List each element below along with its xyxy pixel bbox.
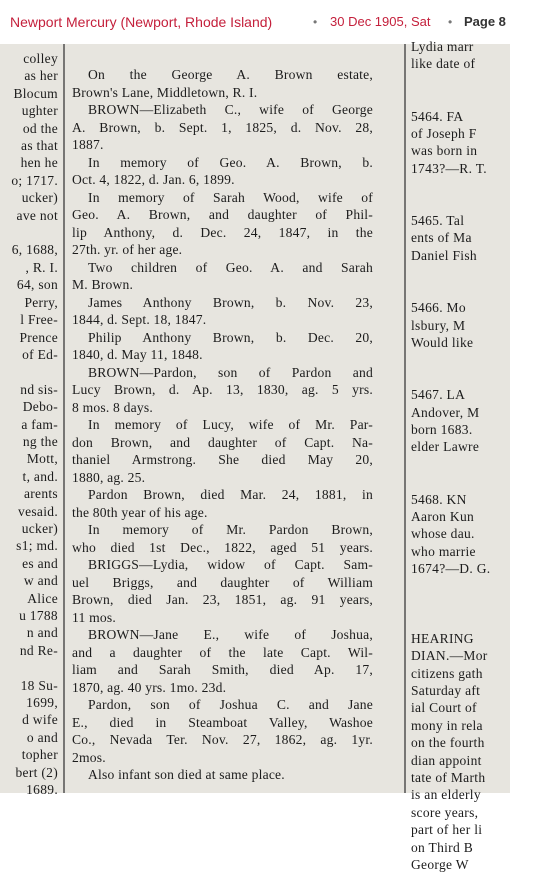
article-text-line: Lucy Brown, d. Ap. 13, 1830, ag. 5 yrs. <box>72 382 373 397</box>
article-text-line: Oct. 4, 1822, d. Jan. 6, 1899. <box>72 172 235 187</box>
left-column-text-line: es and <box>22 555 58 571</box>
article-text-line: 11 mos. <box>72 609 116 625</box>
page-number: Page 8 <box>464 14 506 29</box>
article-text-line: 2mos. <box>72 749 106 765</box>
article-text-line: A. Brown, b. Sept. 1, 1825, d. Nov. 28, <box>72 119 373 135</box>
left-column-text-line: vesaid. <box>18 503 58 519</box>
article-text-line: don Brown, and daughter of Capt. Na- <box>72 434 373 450</box>
left-column-text-line: as that <box>21 138 58 154</box>
publication-date: 30 Dec 1905, Sat <box>330 14 431 29</box>
right-column-text-line: ial Court of <box>411 700 477 716</box>
right-column-text-line: lsbury, M <box>411 317 466 333</box>
article-text-line: the 80th year of his age. <box>72 504 208 520</box>
right-column-text-line <box>411 264 551 281</box>
article-text-line: 1880, ag. 25. <box>72 469 146 485</box>
left-column-text-line: bert (2) <box>15 764 58 780</box>
left-column-text-line: 1699, <box>26 695 58 711</box>
article-text-line: In memory of Geo. A. Brown, b. <box>88 154 373 170</box>
left-column-text-line: Prence <box>19 329 58 345</box>
left-column-text-line: Mott, <box>26 451 58 467</box>
right-column-text-line <box>411 282 551 299</box>
right-column-text-line <box>411 612 551 629</box>
left-column-text-line: u 1788 <box>19 608 58 623</box>
left-column-text-line: ucker) <box>21 190 58 206</box>
left-column-text-line: , R. I. <box>25 259 58 275</box>
left-column-text-line: as her <box>24 68 58 84</box>
article-text-line: liam and Sarah Smith, died Ap. 17, <box>72 662 373 677</box>
right-column-text-line: tate of Marth <box>411 770 486 786</box>
article-text-line: M. Brown. <box>72 277 134 292</box>
left-column-text-line: d wife <box>22 712 58 728</box>
right-column-text-line: 5465. Tal <box>411 213 465 229</box>
column-rule <box>63 44 65 793</box>
left-column-text-line: n and <box>26 625 58 641</box>
left-column-text-line: s1; md. <box>16 538 58 554</box>
right-column-text-line: whose dau. <box>411 526 475 542</box>
left-column-text-line: Blocum <box>13 85 58 101</box>
right-column-text-line <box>411 90 551 107</box>
left-column-text-line: 1689. <box>26 782 58 798</box>
article-text-line: BROWN—Jane E., wife of Joshua, <box>88 627 373 642</box>
article-text-line: 1840, d. May 11, 1848. <box>72 347 203 362</box>
right-column-text-line: mony in rela <box>411 717 483 733</box>
right-column-text-line: on Third B <box>411 839 474 855</box>
right-column-text-line: like date of <box>411 56 476 72</box>
left-column-text-line: ave not <box>16 207 58 223</box>
article-text-line: who died 1st Dec., 1822, aged 51 years. <box>72 539 373 555</box>
right-column-text-line: Would like <box>411 334 474 350</box>
article-text-line: Pardon, son of Joshua C. and Jane <box>88 697 373 712</box>
article-text-line: Also infant son died at same place. <box>88 767 285 782</box>
left-column-text-line: Perry, <box>24 294 58 310</box>
right-column-text-line <box>411 595 551 612</box>
left-column-text-line: 6, 1688, <box>11 242 58 258</box>
left-column-text-line: nd sis- <box>20 381 58 397</box>
right-column-text-line <box>411 473 551 490</box>
right-column-text-line: Daniel Fish <box>411 247 477 263</box>
right-column-text-line <box>411 456 551 473</box>
left-column-text-line: t, and. <box>22 468 58 484</box>
article-text-line: lip Anthony, d. Dec. 24, 1847, in the <box>72 224 373 240</box>
left-column-text-line: Debo- <box>22 399 58 415</box>
left-column-text-line: colley <box>23 51 58 66</box>
left-column-text-line: 18 Su- <box>20 677 58 693</box>
left-column-text-line: l Free- <box>20 312 58 328</box>
right-column-text-line: 5464. FA <box>411 108 464 124</box>
right-column-text-line: score years, <box>411 804 479 820</box>
article-text-line: Two children of Geo. A. and Sarah <box>88 259 373 275</box>
left-column-text-line: topher <box>21 747 58 763</box>
article-text-line: In memory of Mr. Pardon Brown, <box>88 522 373 537</box>
right-column-text-line: who marrie <box>411 543 476 559</box>
left-column-text-line <box>0 224 58 241</box>
left-column-text-line: ng the <box>22 433 58 449</box>
article-text-line: Pardon Brown, died Mar. 24, 1881, in <box>88 487 373 502</box>
right-column-text-line: DIAN.—Mor <box>411 648 488 664</box>
right-column-text-line <box>411 73 551 90</box>
article-text-line: In memory of Sarah Wood, wife of <box>88 189 373 205</box>
article-text-line: Brown, died Jan. 23, 1851, ag. 91 years, <box>72 592 373 607</box>
left-column-text-line <box>0 659 58 676</box>
right-column-text-line: Andover, M <box>411 404 480 420</box>
right-column-text-line: born 1683. <box>411 421 473 437</box>
article-text-line: On the George A. Brown estate, <box>88 67 373 82</box>
right-column-text-line: 5468. KN <box>411 491 467 507</box>
article-text-line: Philip Anthony Brown, b. Dec. 20, <box>88 329 373 345</box>
article-text-line: and a daughter of the late Capt. Wil- <box>72 644 373 660</box>
article-text-line: Brown's Lane, Middletown, R. I. <box>72 84 258 100</box>
right-column-text-line: part of her li <box>411 822 483 838</box>
article-text-line: 1887. <box>72 137 104 152</box>
article-text-line: James Anthony Brown, b. Nov. 23, <box>88 294 373 310</box>
right-column-text-line: 1743?—R. T. <box>411 160 487 176</box>
left-column-text-line: a fam- <box>21 416 58 432</box>
right-column-text-line <box>411 177 551 194</box>
article-text-line: In memory of Lucy, wife of Mr. Par- <box>88 417 373 432</box>
right-column-text-line: is an elderly <box>411 787 481 803</box>
article-text-line: Geo. A. Brown, and daughter of Phil- <box>72 207 373 222</box>
right-column-text-line: of Joseph F <box>411 126 477 142</box>
left-column-text-line: hen he <box>20 155 58 171</box>
right-column-text-line: Aaron Kun <box>411 508 475 524</box>
main-article-column <box>72 66 373 784</box>
header-separator: • <box>448 15 453 29</box>
right-column-fragment <box>411 38 551 873</box>
article-text-line: 8 mos. 8 days. <box>72 399 153 415</box>
header-separator: • <box>313 15 318 29</box>
right-column-text-line: Saturday aft <box>411 683 481 699</box>
right-column-text-line: was born in <box>411 143 478 159</box>
left-column-text-line: w and <box>23 573 58 589</box>
right-column-text-line: George W <box>411 857 469 873</box>
newspaper-scan <box>0 39 510 873</box>
article-text-line: uel Briggs, and daughter of William <box>72 574 373 590</box>
left-column-text-line: o; 1717. <box>11 172 58 188</box>
article-text-line: E., died in Steamboat Valley, Washoe <box>72 714 373 730</box>
article-text-line: BROWN—Elizabeth C., wife of George <box>88 102 373 117</box>
article-text-line: BROWN—Pardon, son of Pardon and <box>88 364 373 380</box>
newspaper-source-link[interactable]: Newport Mercury (Newport, Rhode Island) <box>10 14 273 30</box>
right-column-text-line: 1674?—D. G. <box>411 561 491 577</box>
left-column-text-line: o and <box>26 729 58 745</box>
article-text-line: thaniel Armstrong. She died May 20, <box>72 452 373 467</box>
right-column-text-line <box>411 369 551 386</box>
left-column-text-line: of Ed- <box>22 346 58 362</box>
right-column-text-line <box>411 578 551 595</box>
left-column-fragment <box>0 50 58 798</box>
left-column-text-line: arents <box>23 486 58 502</box>
right-column-text-line: 5467. LA <box>411 387 466 403</box>
left-column-text-line: od the <box>22 120 58 136</box>
right-column-text-line: ents of Ma <box>411 230 472 246</box>
left-column-text-line: ucker) <box>21 520 58 536</box>
right-column-text-line <box>411 351 551 368</box>
right-column-text-line: on the fourth <box>411 735 485 751</box>
right-column-text-line: 5466. Mo <box>411 300 466 316</box>
article-text-line: 1844, d. Sept. 18, 1847. <box>72 312 207 327</box>
column-rule <box>404 44 406 793</box>
right-column-text-line: HEARING <box>411 630 474 646</box>
right-column-text-line <box>411 195 551 212</box>
right-column-text-line: Lydia marr <box>411 39 474 54</box>
right-column-text-line: dian appoint <box>411 752 482 768</box>
left-column-text-line: Alice <box>27 590 58 606</box>
left-column-text-line: nd Re- <box>19 642 58 658</box>
article-text-line: 1870, ag. 40 yrs. 1mo. 23d. <box>72 679 227 695</box>
article-text-line: 27th. yr. of her age. <box>72 242 183 257</box>
right-column-text-line: elder Lawre <box>411 439 480 455</box>
left-column-text-line: ughter <box>21 103 58 119</box>
article-text-line: Co., Nevada Ter. Nov. 27, 1862, ag. 1yr. <box>72 732 373 747</box>
left-column-text-line <box>0 363 58 380</box>
article-text-line: BRIGGS—Lydia, widow of Capt. Sam- <box>88 557 373 572</box>
left-column-text-line: 64, son <box>16 277 58 293</box>
right-column-text-line: citizens gath <box>411 665 483 681</box>
